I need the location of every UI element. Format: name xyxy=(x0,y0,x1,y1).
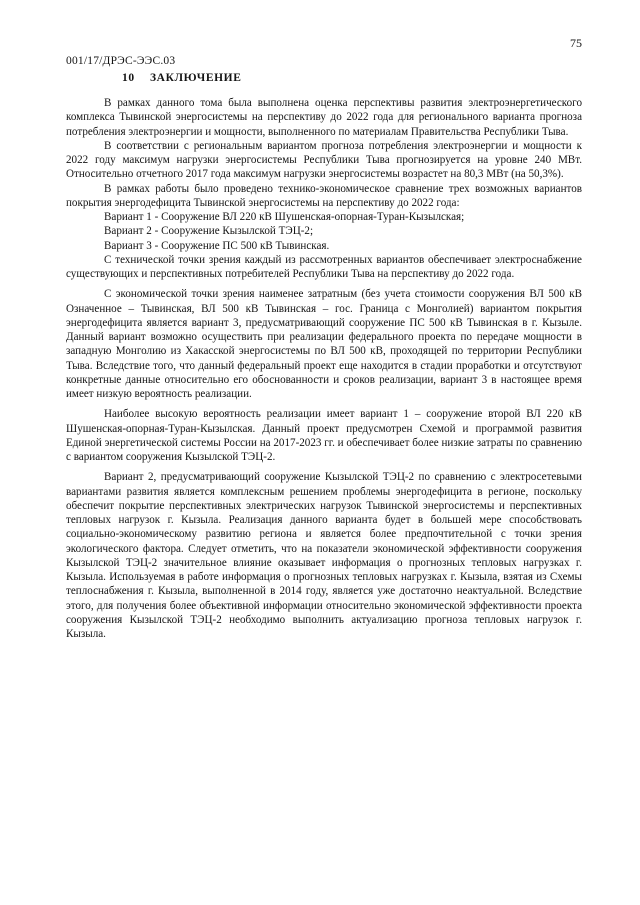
section-heading xyxy=(122,72,241,84)
paragraph-variant-2: Вариант 2, предусматривающий сооружение Кызылской ТЭЦ-2 по сравнению с электросетевыми вариантами развития является комплексным решением проблемы энергодефицита в регионе, поскольку обеспечит покрытие перспективных электрических нагрузок Тывинской энергосистемы и перспективных тепловых нагрузок г. Кызыла. Реализация данного варианта будет в большей мере способствовать социально-экономическому развитию региона и является более предпочтительной с точки зрения экологического фактора. Следует отметить, что на показатели экономической эффективности сооружения Кызылской ТЭЦ-2 значительное влияние оказывает информация о прогнозных тепловых нагрузках г. Кызыла. Используемая в работе информация о прогнозных тепловых нагрузках г. Кызыла, взятая из Схемы теплоснабжения г. Кызыла, выполненной в 2014 году, является уже достаточно неактуальной. Вследствие этого, для получения более объективной информации относительно экономической эффективности проекта сооружения Кызылской ТЭЦ-2 необходимо выполнить актуализацию прогноза тепловых нагрузок г. Кызыла. xyxy=(66,471,582,640)
variant-1-line: Вариант 1 - Сооружение ВЛ 220 кВ Шушенская-опорная-Туран-Кызылская; xyxy=(104,211,465,223)
variant-3-line: Вариант 3 - Сооружение ПС 500 кВ Тывинская. xyxy=(104,239,330,252)
paragraph-technical: С технической точки зрения каждый из рассмотренных вариантов обеспечивает электроснабжение существующих и перспективных потребителей Республики Тыва на перспективу до 2022 года. xyxy=(66,253,582,280)
section-number: 10 xyxy=(122,72,135,84)
document-code: 001/17/ДРЭС-ЭЭС.03 xyxy=(66,55,176,67)
paragraph-forecast: В соответствии с региональным вариантом прогноза потребления электроэнергии и мощности к 2022 году максимум нагрузки энергосистемы Республики Тыва прогнозируется на уровне 240 МВт. Относительно отчетного 2017 года максимум нагрузки энергосистемы возрастет на 80,3 МВт (на 50,3%). xyxy=(66,139,582,181)
document-body xyxy=(66,96,582,641)
page-number: 75 xyxy=(570,36,582,50)
paragraph-variant-1: Наиболее высокую вероятность реализации имеет вариант 1 – сооружение второй ВЛ 220 кВ Шушенская-опорная-Туран-Кызылская. Данный проект предусмотрен Схемой и программой развития Единой энергетической системы России на 2017-2023 гг. и обеспечивает более низкие затраты по сравнению с вариантом сооружения Кызылской ТЭЦ-2. xyxy=(66,408,582,463)
paragraph-intro: В рамках данного тома была выполнена оценка перспективы развития электроэнергетического комплекса Тывинской энергосистемы на перспективу до 2022 года для регионального варианта прогноза потребления электроэнергии и мощности, выполненного по материалам Правительства Республики Тыва. xyxy=(66,97,582,138)
paragraph-comparison: В рамках работы было проведено технико-экономическое сравнение трех возможных вариантов покрытия энергодефицита Тывинской энергосистемы на перспективу до 2022 года: xyxy=(66,182,582,209)
variant-2-line: Вариант 2 - Сооружение Кызылской ТЭЦ-2; xyxy=(104,225,314,238)
paragraph-economic: С экономической точки зрения наименее затратным (без учета стоимости сооружения ВЛ 500 кВ Означенное – Тывинская, ВЛ 500 кВ Тывинская – гос. Граница с Монголией) вариантом покрытия энергодефицита является вариант 3, предусматривающий сооружение ПС 500 кВ Тывинская в г. Кызыле. Данный вариант возможно осуществить при реализации федерального проекта по передаче мощности в западную Монголию из Хакасской энергосистемы по ВЛ 500 кВ, проходящей по территории Республики Тыва. Вследствие того, что данный федеральный проект еще находится в стадии проработки и отсутствуют конкретные данные относительно его обоснованности и сроков реализации, вариант 3 в настоящее время имеет низкую вероятность реализации. xyxy=(66,288,582,400)
section-title: ЗАКЛЮЧЕНИЕ xyxy=(150,72,242,84)
